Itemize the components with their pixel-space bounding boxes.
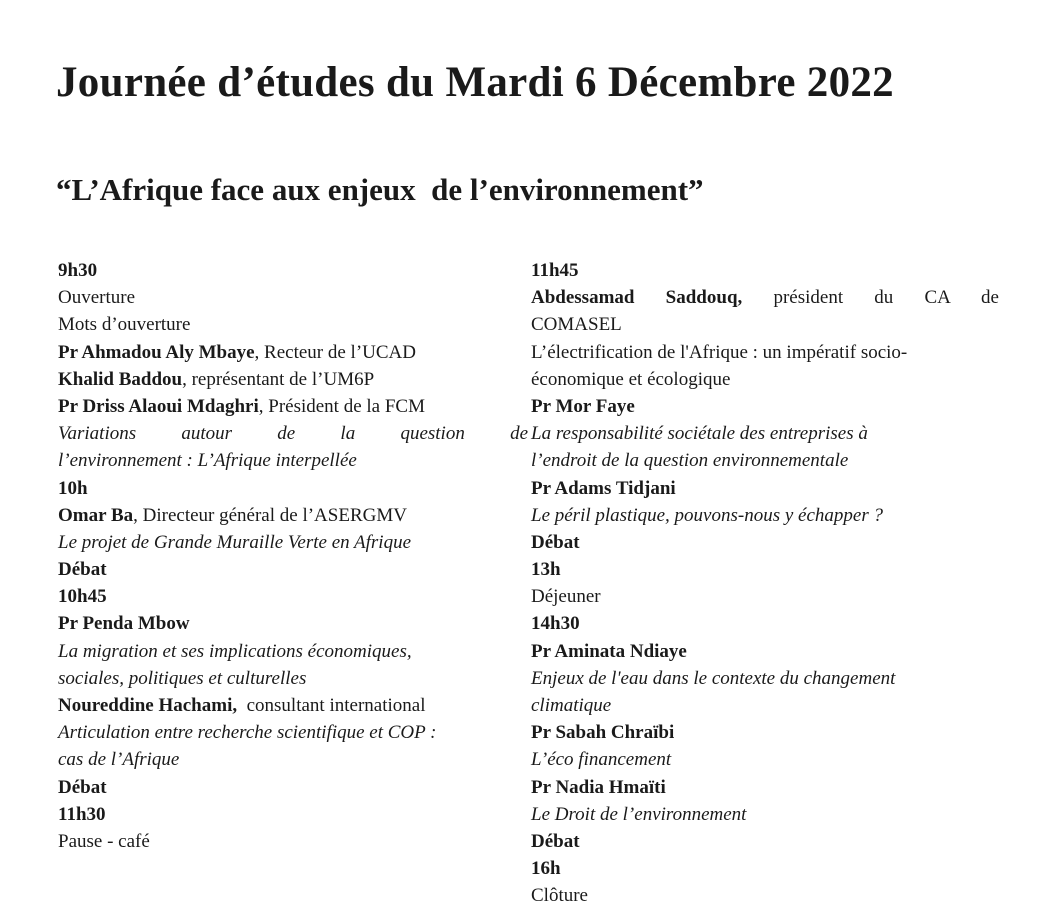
program-item: COMASEL [531,314,622,336]
program-item: Déjeuner [531,586,601,608]
program-item: Mots d’ouverture [58,314,191,336]
speaker-line [58,366,528,393]
time-slot: 10h [58,477,88,499]
page-title: Journée d’études du Mardi 6 Décembre 2022 [56,59,894,106]
talk-title: Articulation entre recherche scientifique et COP : [58,722,437,744]
time-slot: 13h [531,559,561,581]
talk-title: économique et écologique [531,368,731,390]
time-slot: 16h [531,858,561,880]
debate-label: Débat [531,531,580,553]
speaker-name: Pr Driss Alaoui Mdaghri [58,395,259,417]
program-right-column [531,257,1001,910]
talk-title: La responsabilité sociétale des entreprises à [531,423,868,445]
talk-title: l’environnement : L’Afrique interpellée [58,450,357,472]
speaker-name: Omar Ba [58,504,134,526]
debate-label: Débat [531,830,580,852]
time-slot: 11h45 [531,260,579,281]
speaker-line [58,339,528,366]
program-item: Ouverture [58,287,136,309]
talk-title: sociales, politiques et culturelles [58,667,307,689]
speaker-line [58,393,528,420]
speaker-name: Pr Penda Mbow [58,613,190,635]
speaker-name: Pr Mor Faye [531,395,635,417]
program-item: Pause - café [58,830,150,852]
page-subtitle: “L’Afrique face aux enjeux de l’environnement” [56,172,704,207]
time-slot: 11h30 [58,803,106,825]
speaker-role: , Recteur de l’UCAD [254,341,416,363]
speaker-line [531,284,999,311]
speaker-line [58,692,528,719]
program-left-column [58,257,528,855]
speaker-role: , représentant de l’UM6P [182,368,375,390]
talk-title: cas de l’Afrique [58,749,180,771]
speaker-name: Pr Aminata Ndiaye [531,640,687,662]
time-slot: 10h45 [58,586,107,608]
program-item: Clôture [531,885,588,907]
speaker-name: Pr Adams Tidjani [531,477,676,499]
speaker-name: Noureddine Hachami, [58,695,238,716]
talk-title: Le projet de Grande Muraille Verte en Afrique [58,531,412,553]
time-slot: 9h30 [58,260,98,281]
talk-title: Le Droit de l’environnement [531,803,747,825]
talk-title: Le péril plastique, pouvons-nous y échapper ? [531,504,883,526]
debate-label: Débat [58,776,107,798]
speaker-role: , Président de la FCM [258,395,425,417]
talk-title: l’endroit de la question environnementale [531,450,849,472]
speaker-name: Pr Sabah Chraïbi [531,722,675,744]
time-slot: 14h30 [531,613,580,635]
speaker-name: Khalid Baddou [58,368,183,390]
speaker-line [58,502,528,529]
debate-label: Débat [58,559,107,581]
speaker-name: Pr Ahmadou Aly Mbaye [58,341,255,363]
talk-title: L’éco financement [531,749,672,771]
speaker-role: , Directeur général de l’ASERGMV [133,504,407,526]
talk-title: Variations autour de la question de [58,423,528,445]
speaker-name: Pr Nadia Hmaïti [531,776,666,798]
speaker-role: président du CA de [742,287,999,309]
talk-title: Enjeux de l'eau dans le contexte du changement [531,667,896,689]
talk-title: L’électrification de l'Afrique : un impératif socio- [531,341,908,363]
speaker-name: Abdessamad Saddouq, [531,287,743,309]
talk-title: La migration et ses implications économiques, [58,640,412,662]
talk-title: climatique [531,695,612,716]
speaker-role: consultant international [237,695,426,716]
